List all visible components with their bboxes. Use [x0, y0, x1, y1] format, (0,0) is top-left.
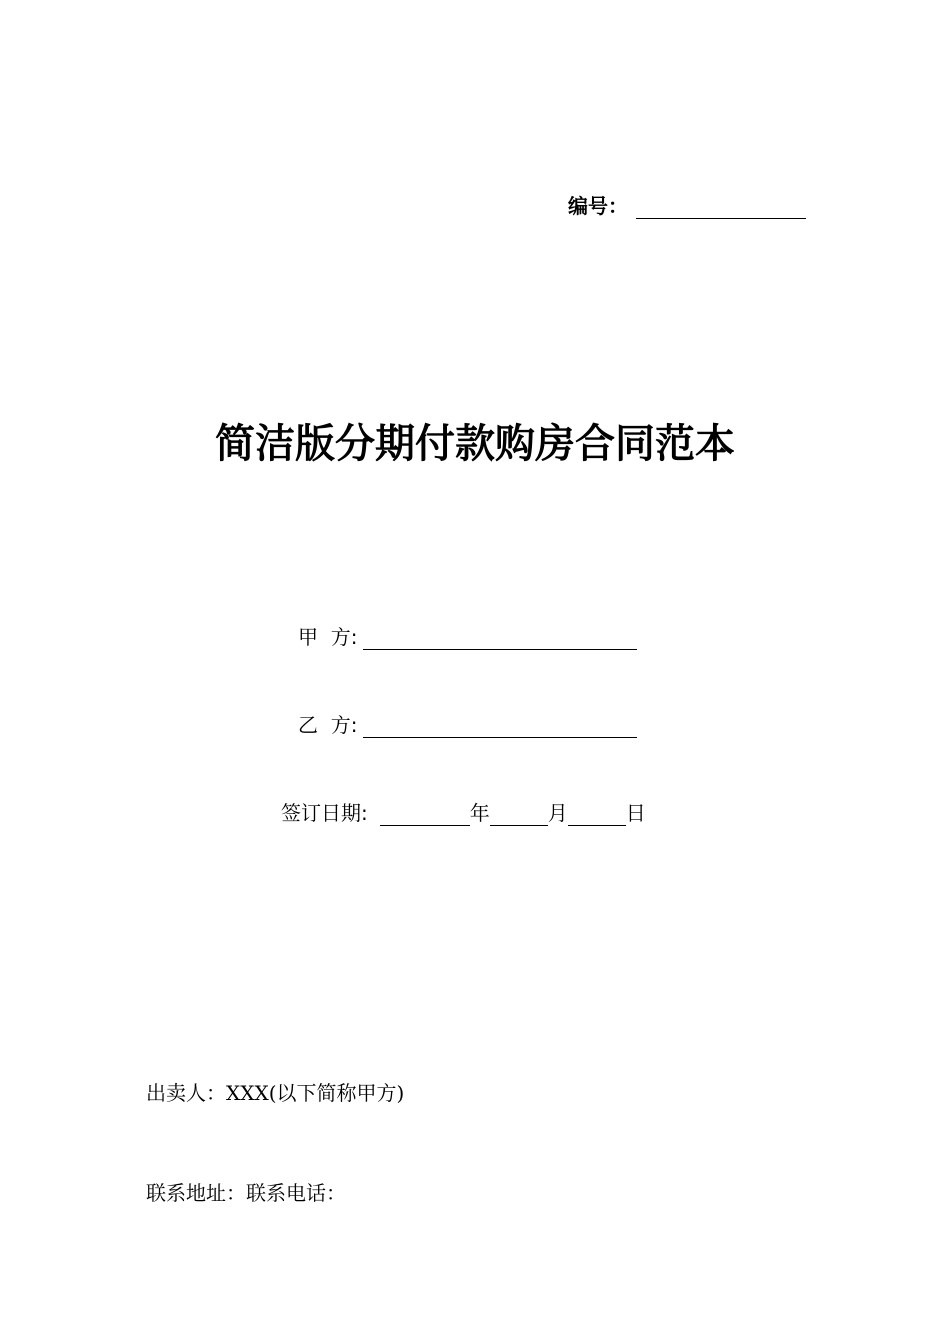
contact-line: 联系地址：联系电话： [146, 1181, 346, 1205]
sign-date-day-label: 日 [625, 801, 646, 825]
document-number-blank[interactable] [636, 196, 806, 219]
sign-date-year-label: 年 [469, 801, 490, 825]
sign-date-line [281, 797, 646, 826]
party-a-label: 甲 方: [298, 625, 358, 649]
document-number-label: 编号： [568, 194, 628, 218]
sign-date-month-blank[interactable] [490, 803, 548, 826]
sign-date-day-blank[interactable] [568, 803, 626, 826]
party-b-label: 乙 方: [298, 713, 358, 737]
party-a-line [298, 621, 637, 650]
party-b-blank[interactable] [363, 715, 637, 738]
document-number [568, 190, 806, 219]
sign-date-month-label: 月 [547, 801, 568, 825]
seller-line: 出卖人：XXX(以下简称甲方) [146, 1081, 405, 1105]
party-a-blank[interactable] [363, 627, 637, 650]
sign-date-year-blank[interactable] [380, 803, 470, 826]
sign-date-label: 签订日期: [281, 801, 368, 825]
party-b-line [298, 709, 637, 738]
page-title: 简洁版分期付款购房合同范本 [215, 421, 735, 467]
